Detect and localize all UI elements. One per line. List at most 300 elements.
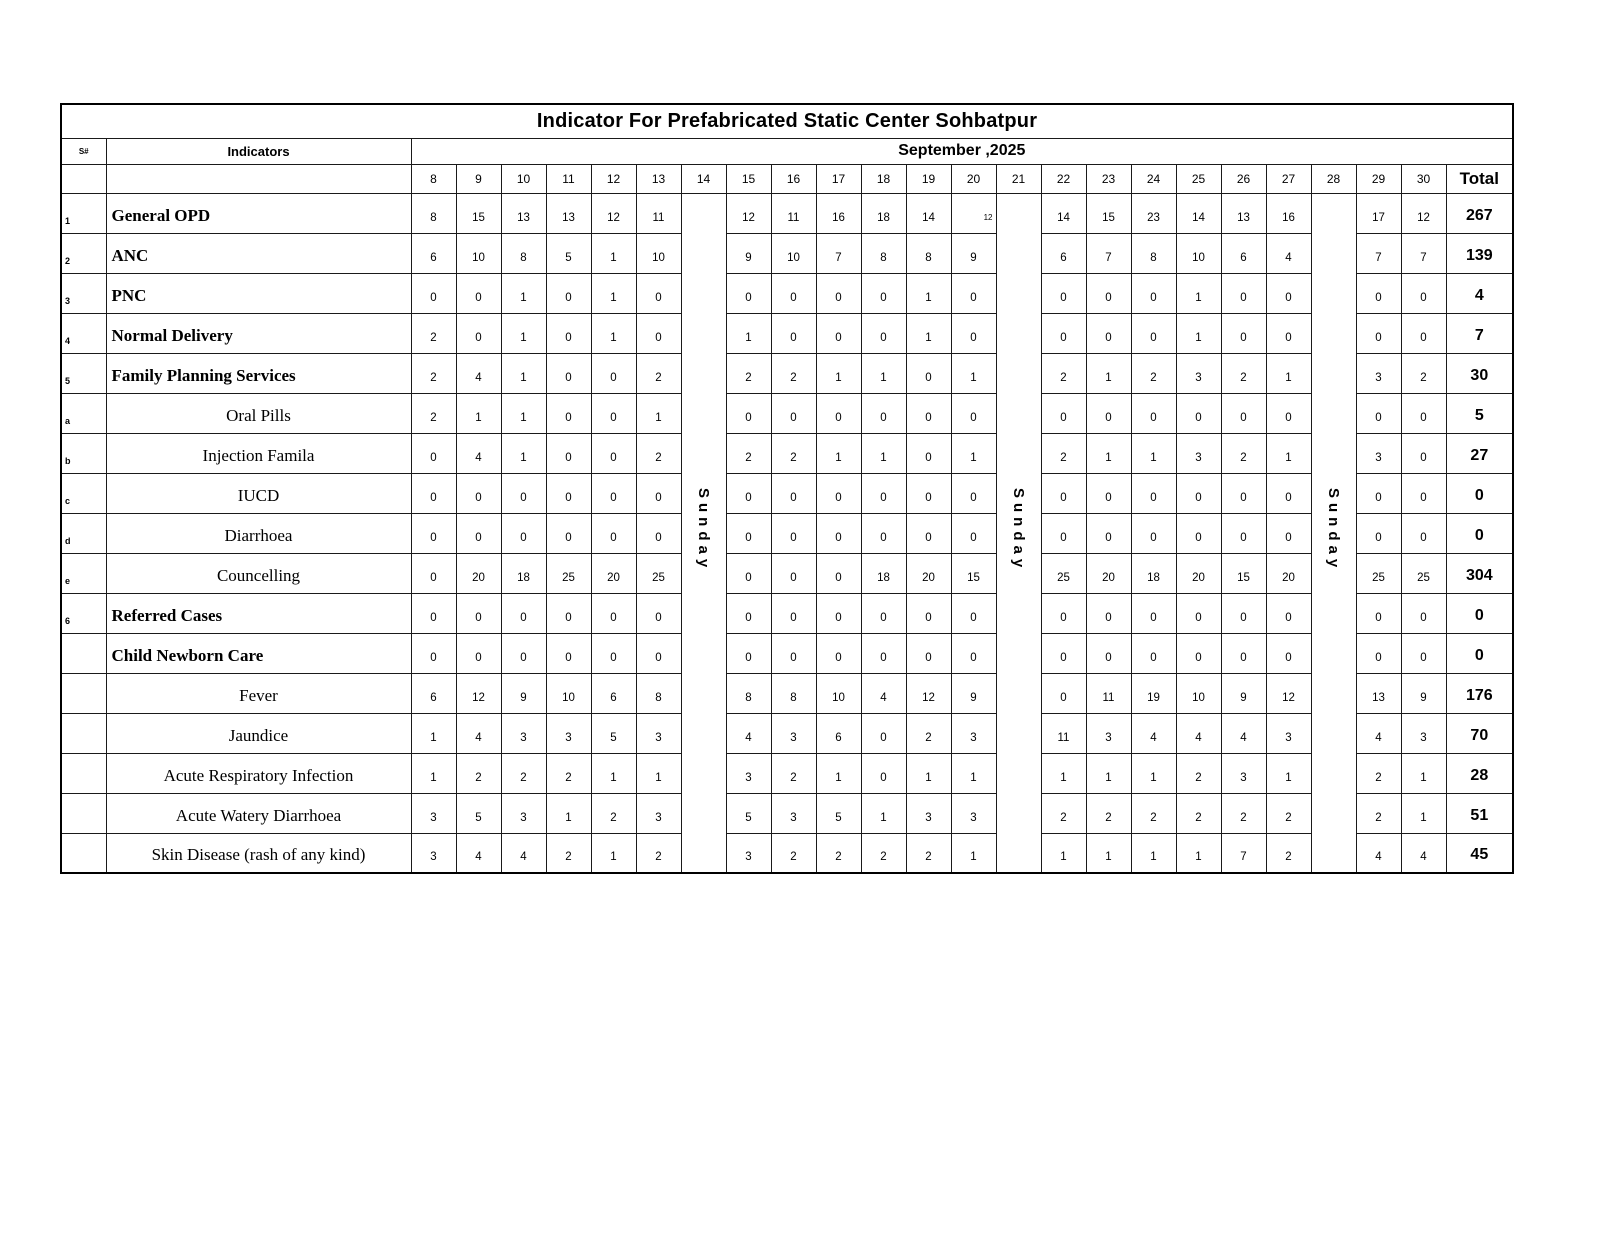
day-value-cell: 0 <box>456 633 501 673</box>
day-value-cell: 3 <box>636 793 681 833</box>
day-value-cell: 1 <box>636 393 681 433</box>
day-value-cell: 20 <box>1086 553 1131 593</box>
day-value-cell: 12 <box>906 673 951 713</box>
day-value-cell: 5 <box>456 793 501 833</box>
day-value-cell: 1 <box>501 433 546 473</box>
table-row <box>61 313 1513 353</box>
day-value-cell: 0 <box>816 473 861 513</box>
day-value-cell: 2 <box>411 353 456 393</box>
day-value-cell: 2 <box>546 753 591 793</box>
day-value-cell: 1 <box>456 393 501 433</box>
day-value-cell: 0 <box>771 553 816 593</box>
day-value-cell: 3 <box>906 793 951 833</box>
day-value-cell: 0 <box>546 513 591 553</box>
day-value-cell: 1 <box>906 753 951 793</box>
day-value-cell: 0 <box>771 633 816 673</box>
row-number: 5 <box>61 353 106 393</box>
row-total: 139 <box>1446 233 1513 273</box>
day-value-cell: 2 <box>771 833 816 873</box>
day-value-cell: 0 <box>546 313 591 353</box>
day-value-cell: 15 <box>951 553 996 593</box>
date-column-header: 28 <box>1311 164 1356 193</box>
day-value-cell: 2 <box>1131 793 1176 833</box>
day-value-cell: 0 <box>951 393 996 433</box>
date-column-header: 24 <box>1131 164 1176 193</box>
day-value-cell: 0 <box>1041 633 1086 673</box>
date-column-header: 20 <box>951 164 996 193</box>
day-value-cell: 6 <box>816 713 861 753</box>
day-value-cell: 13 <box>546 193 591 233</box>
day-value-cell: 0 <box>861 393 906 433</box>
date-column-header: 21 <box>996 164 1041 193</box>
day-value-cell: 4 <box>1356 713 1401 753</box>
day-value-cell: 1 <box>1086 833 1131 873</box>
table-row <box>61 593 1513 633</box>
total-column-header: Total <box>1446 164 1513 193</box>
day-value-cell: 0 <box>951 273 996 313</box>
day-value-cell: 0 <box>1266 513 1311 553</box>
day-value-cell: 2 <box>1221 793 1266 833</box>
day-value-cell: 2 <box>1401 353 1446 393</box>
day-value-cell: 0 <box>1266 393 1311 433</box>
day-value-cell: 0 <box>1041 313 1086 353</box>
row-number: a <box>61 393 106 433</box>
day-value-cell: 0 <box>1401 513 1446 553</box>
day-value-cell: 0 <box>636 273 681 313</box>
day-value-cell: 0 <box>816 313 861 353</box>
date-column-header: 17 <box>816 164 861 193</box>
day-value-cell: 1 <box>591 313 636 353</box>
day-value-cell: 0 <box>1221 273 1266 313</box>
day-value-cell: 2 <box>411 313 456 353</box>
day-value-cell: 12 <box>1266 673 1311 713</box>
row-total: 27 <box>1446 433 1513 473</box>
day-value-cell: 1 <box>1086 753 1131 793</box>
day-value-cell: 0 <box>951 473 996 513</box>
day-value-cell: 0 <box>1266 313 1311 353</box>
day-value-cell: 25 <box>1356 553 1401 593</box>
day-value-cell: 3 <box>411 833 456 873</box>
indicator-label: Injection Famila <box>106 433 411 473</box>
day-value-cell: 1 <box>411 713 456 753</box>
day-value-cell: 20 <box>1176 553 1221 593</box>
day-value-cell: 0 <box>411 553 456 593</box>
day-value-cell: 0 <box>816 553 861 593</box>
day-value-cell: 17 <box>1356 193 1401 233</box>
day-value-cell: 5 <box>816 793 861 833</box>
day-value-cell: 4 <box>726 713 771 753</box>
row-total: 5 <box>1446 393 1513 433</box>
day-value-cell: 0 <box>1221 313 1266 353</box>
day-value-cell: 4 <box>1356 833 1401 873</box>
day-value-cell: 0 <box>816 633 861 673</box>
day-value-cell: 7 <box>1356 233 1401 273</box>
day-value-cell: 0 <box>771 473 816 513</box>
row-total: 267 <box>1446 193 1513 233</box>
indicator-label: Family Planning Services <box>106 353 411 393</box>
day-value-cell: 2 <box>816 833 861 873</box>
indicator-label: IUCD <box>106 473 411 513</box>
day-value-cell: 0 <box>456 513 501 553</box>
row-total: 0 <box>1446 593 1513 633</box>
date-column-header: 19 <box>906 164 951 193</box>
indicator-label: Acute Respiratory Infection <box>106 753 411 793</box>
day-value-cell: 0 <box>1086 393 1131 433</box>
day-value-cell: 0 <box>456 313 501 353</box>
day-value-cell: 0 <box>1176 633 1221 673</box>
row-total: 51 <box>1446 793 1513 833</box>
indicator-table <box>60 103 1514 874</box>
day-value-cell: 16 <box>816 193 861 233</box>
day-value-cell: 1 <box>1401 793 1446 833</box>
table-row <box>61 273 1513 313</box>
day-value-cell: 13 <box>1221 193 1266 233</box>
day-value-cell: 1 <box>861 793 906 833</box>
day-value-cell: 0 <box>1086 633 1131 673</box>
day-value-cell: 4 <box>1221 713 1266 753</box>
day-value-cell: 1 <box>591 233 636 273</box>
row-number: 2 <box>61 233 106 273</box>
day-value-cell: 11 <box>636 193 681 233</box>
day-value-cell: 2 <box>456 753 501 793</box>
day-value-cell: 2 <box>1041 793 1086 833</box>
day-value-cell: 1 <box>591 273 636 313</box>
day-value-cell: 8 <box>906 233 951 273</box>
day-value-cell: 2 <box>591 793 636 833</box>
day-value-cell: 6 <box>1041 233 1086 273</box>
day-value-cell: 15 <box>456 193 501 233</box>
empty-cell <box>106 164 411 193</box>
day-value-cell: 9 <box>1221 673 1266 713</box>
day-value-cell: 1 <box>1041 753 1086 793</box>
day-value-cell: 11 <box>771 193 816 233</box>
day-value-cell: 0 <box>1176 393 1221 433</box>
day-value-cell: 3 <box>411 793 456 833</box>
day-value-cell: 0 <box>1266 633 1311 673</box>
day-value-cell: 0 <box>1401 313 1446 353</box>
day-value-cell: 18 <box>501 553 546 593</box>
day-value-cell: 10 <box>636 233 681 273</box>
day-value-cell: 10 <box>456 233 501 273</box>
row-total: 30 <box>1446 353 1513 393</box>
day-value-cell: 25 <box>1401 553 1446 593</box>
day-value-cell: 25 <box>636 553 681 593</box>
day-value-cell: 0 <box>906 473 951 513</box>
table-row <box>61 193 1513 233</box>
day-value-cell: 0 <box>546 433 591 473</box>
day-value-cell: 0 <box>1356 393 1401 433</box>
day-value-cell: 12 <box>726 193 771 233</box>
day-value-cell: 12 <box>1401 193 1446 233</box>
day-value-cell: 3 <box>771 713 816 753</box>
indicator-label: General OPD <box>106 193 411 233</box>
day-value-cell: 0 <box>906 513 951 553</box>
day-value-cell: 0 <box>1086 273 1131 313</box>
report-sheet <box>60 103 1514 874</box>
day-value-cell: 2 <box>636 833 681 873</box>
row-total: 4 <box>1446 273 1513 313</box>
day-value-cell: 0 <box>816 273 861 313</box>
day-value-cell: 1 <box>1131 753 1176 793</box>
day-value-cell: 0 <box>906 633 951 673</box>
day-value-cell: 1 <box>816 353 861 393</box>
day-value-cell: 4 <box>456 353 501 393</box>
day-value-cell: 0 <box>1086 513 1131 553</box>
day-value-cell: 0 <box>726 393 771 433</box>
indicator-label: Diarrhoea <box>106 513 411 553</box>
day-value-cell: 3 <box>501 713 546 753</box>
day-value-cell: 2 <box>1266 833 1311 873</box>
table-row <box>61 833 1513 873</box>
day-value-cell: 0 <box>771 313 816 353</box>
day-value-cell: 2 <box>1086 793 1131 833</box>
day-value-cell: 0 <box>906 433 951 473</box>
day-value-cell: 10 <box>1176 673 1221 713</box>
day-value-cell: 3 <box>1266 713 1311 753</box>
day-value-cell: 13 <box>501 193 546 233</box>
table-row <box>61 793 1513 833</box>
date-column-header: 16 <box>771 164 816 193</box>
table-row <box>61 513 1513 553</box>
day-value-cell: 9 <box>1401 673 1446 713</box>
table-row <box>61 433 1513 473</box>
day-value-cell: 6 <box>1221 233 1266 273</box>
day-value-cell: 1 <box>1266 433 1311 473</box>
date-column-header: 23 <box>1086 164 1131 193</box>
day-value-cell: 1 <box>1176 833 1221 873</box>
day-value-cell: 0 <box>861 273 906 313</box>
day-value-cell: 0 <box>1086 473 1131 513</box>
day-value-cell: 0 <box>1401 393 1446 433</box>
row-total: 28 <box>1446 753 1513 793</box>
date-column-header: 25 <box>1176 164 1221 193</box>
day-value-cell: 4 <box>1401 833 1446 873</box>
day-value-cell: 1 <box>1131 833 1176 873</box>
day-value-cell: 3 <box>501 793 546 833</box>
day-value-cell: 20 <box>591 553 636 593</box>
day-value-cell: 1 <box>1266 753 1311 793</box>
day-value-cell: 4 <box>456 833 501 873</box>
day-value-cell: 13 <box>1356 673 1401 713</box>
date-column-header: 14 <box>681 164 726 193</box>
day-value-cell: 0 <box>1221 593 1266 633</box>
indicator-label: Councelling <box>106 553 411 593</box>
day-value-cell: 0 <box>1131 593 1176 633</box>
indicator-label: Jaundice <box>106 713 411 753</box>
day-value-cell: 9 <box>951 233 996 273</box>
day-value-cell: 1 <box>951 833 996 873</box>
day-value-cell: 0 <box>1131 273 1176 313</box>
day-value-cell: 0 <box>1131 473 1176 513</box>
day-value-cell: 0 <box>861 633 906 673</box>
day-value-cell: 0 <box>1041 593 1086 633</box>
dates-row <box>61 164 1513 193</box>
day-value-cell: 0 <box>1221 513 1266 553</box>
day-value-cell: 5 <box>591 713 636 753</box>
day-value-cell: 0 <box>591 433 636 473</box>
day-value-cell: 1 <box>1041 833 1086 873</box>
row-number: 4 <box>61 313 106 353</box>
indicator-label: Normal Delivery <box>106 313 411 353</box>
day-value-cell: 23 <box>1131 193 1176 233</box>
day-value-cell: 0 <box>546 273 591 313</box>
day-value-cell: 0 <box>726 593 771 633</box>
indicator-label: Child Newborn Care <box>106 633 411 673</box>
day-value-cell: 5 <box>726 793 771 833</box>
row-number <box>61 793 106 833</box>
day-value-cell: 1 <box>1266 353 1311 393</box>
day-value-cell: 2 <box>861 833 906 873</box>
day-value-cell: 1 <box>411 753 456 793</box>
day-value-cell: 18 <box>861 553 906 593</box>
day-value-cell: 3 <box>951 713 996 753</box>
table-row <box>61 713 1513 753</box>
day-value-cell: 0 <box>1266 593 1311 633</box>
date-column-header: 26 <box>1221 164 1266 193</box>
day-value-cell: 1 <box>636 753 681 793</box>
day-value-cell: 1 <box>546 793 591 833</box>
day-value-cell: 0 <box>951 313 996 353</box>
day-value-cell: 2 <box>771 433 816 473</box>
day-value-cell: 16 <box>1266 193 1311 233</box>
day-value-cell: 6 <box>591 673 636 713</box>
day-value-cell: 0 <box>411 633 456 673</box>
day-value-cell: 3 <box>1401 713 1446 753</box>
day-value-cell: 0 <box>1401 593 1446 633</box>
day-value-cell: 0 <box>411 473 456 513</box>
day-value-cell: 2 <box>411 393 456 433</box>
day-value-cell: 2 <box>726 353 771 393</box>
day-value-cell: 2 <box>771 353 816 393</box>
day-value-cell: 0 <box>1401 473 1446 513</box>
day-value-cell: 0 <box>1221 473 1266 513</box>
indicator-label: PNC <box>106 273 411 313</box>
day-value-cell: 4 <box>1176 713 1221 753</box>
day-value-cell: 2 <box>1356 793 1401 833</box>
day-value-cell: 0 <box>1176 513 1221 553</box>
day-value-cell: 9 <box>501 673 546 713</box>
title-row <box>61 104 1513 138</box>
day-value-cell: 20 <box>456 553 501 593</box>
day-value-cell: 8 <box>771 673 816 713</box>
day-value-cell: 3 <box>636 713 681 753</box>
day-value-cell: 2 <box>501 753 546 793</box>
indicator-label: Fever <box>106 673 411 713</box>
day-value-cell: 0 <box>726 513 771 553</box>
day-value-cell: 2 <box>906 833 951 873</box>
day-value-cell: 1 <box>816 753 861 793</box>
day-value-cell: 2 <box>771 753 816 793</box>
row-total: 0 <box>1446 513 1513 553</box>
indicator-label: Referred Cases <box>106 593 411 633</box>
day-value-cell: 0 <box>771 593 816 633</box>
day-value-cell: 3 <box>1176 433 1221 473</box>
day-value-cell: 8 <box>411 193 456 233</box>
empty-cell <box>61 164 106 193</box>
table-row <box>61 233 1513 273</box>
sunday-label: Sunday <box>1325 488 1342 573</box>
day-value-cell: 0 <box>1356 513 1401 553</box>
day-value-cell: 6 <box>411 673 456 713</box>
day-value-cell: 0 <box>411 593 456 633</box>
day-value-cell: 3 <box>726 753 771 793</box>
day-value-cell: 0 <box>1176 593 1221 633</box>
row-total: 176 <box>1446 673 1513 713</box>
indicator-label: Acute Watery Diarrhoea <box>106 793 411 833</box>
day-value-cell: 2 <box>636 433 681 473</box>
day-value-cell: 6 <box>411 233 456 273</box>
row-number: 1 <box>61 193 106 233</box>
day-value-cell: 1 <box>1176 313 1221 353</box>
day-value-cell: 10 <box>546 673 591 713</box>
day-value-cell: 0 <box>501 633 546 673</box>
day-value-cell: 0 <box>546 473 591 513</box>
indicator-label: ANC <box>106 233 411 273</box>
day-value-cell: 0 <box>816 513 861 553</box>
day-value-cell: 0 <box>1266 473 1311 513</box>
indicator-label: Oral Pills <box>106 393 411 433</box>
day-value-cell: 11 <box>1041 713 1086 753</box>
day-value-cell: 0 <box>1041 513 1086 553</box>
day-value-cell: 0 <box>1131 513 1176 553</box>
day-value-cell: 1 <box>501 353 546 393</box>
day-value-cell: 2 <box>1041 433 1086 473</box>
date-column-header: 15 <box>726 164 771 193</box>
sunday-merged-cell <box>1311 193 1356 873</box>
day-value-cell: 1 <box>951 353 996 393</box>
day-value-cell: 20 <box>1266 553 1311 593</box>
row-number: e <box>61 553 106 593</box>
day-value-cell: 1 <box>951 753 996 793</box>
day-value-cell: 9 <box>951 673 996 713</box>
day-value-cell: 2 <box>1221 353 1266 393</box>
date-column-header: 10 <box>501 164 546 193</box>
day-value-cell: 8 <box>726 673 771 713</box>
day-value-cell: 0 <box>1086 593 1131 633</box>
day-value-cell: 2 <box>1356 753 1401 793</box>
day-value-cell: 1 <box>1401 753 1446 793</box>
day-value-cell: 0 <box>1131 633 1176 673</box>
day-value-cell: 20 <box>906 553 951 593</box>
row-number <box>61 753 106 793</box>
day-value-cell: 0 <box>1131 313 1176 353</box>
day-value-cell: 10 <box>1176 233 1221 273</box>
sunday-label: Sunday <box>695 488 712 573</box>
day-value-cell: 1 <box>951 433 996 473</box>
day-value-cell: 12 <box>591 193 636 233</box>
day-value-cell: 0 <box>861 313 906 353</box>
day-value-cell: 1 <box>726 313 771 353</box>
date-column-header: 8 <box>411 164 456 193</box>
day-value-cell: 0 <box>861 513 906 553</box>
day-value-cell: 25 <box>1041 553 1086 593</box>
day-value-cell: 0 <box>1356 313 1401 353</box>
day-value-cell: 0 <box>1356 593 1401 633</box>
day-value-cell: 0 <box>501 513 546 553</box>
day-value-cell: 0 <box>1356 473 1401 513</box>
sunday-merged-cell <box>681 193 726 873</box>
row-number: 3 <box>61 273 106 313</box>
date-column-header: 30 <box>1401 164 1446 193</box>
day-value-cell: 1 <box>1086 353 1131 393</box>
sunday-label: Sunday <box>1010 488 1027 573</box>
row-number: b <box>61 433 106 473</box>
date-column-header: 11 <box>546 164 591 193</box>
day-value-cell: 0 <box>771 513 816 553</box>
day-value-cell: 3 <box>1356 353 1401 393</box>
day-value-cell: 1 <box>1086 433 1131 473</box>
row-number: d <box>61 513 106 553</box>
